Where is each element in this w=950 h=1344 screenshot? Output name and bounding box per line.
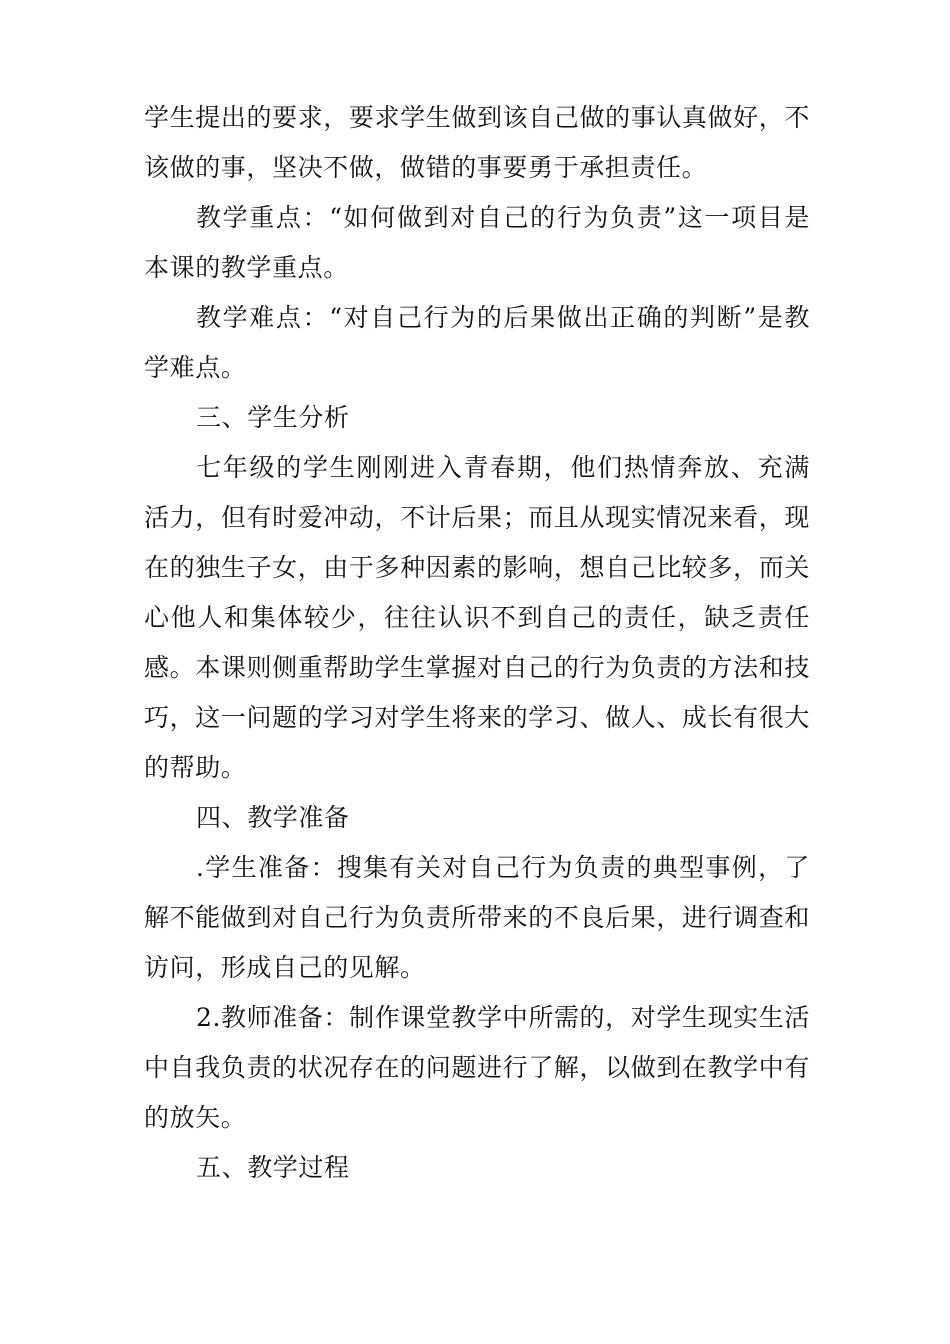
paragraph-teacher-preparation: 2.教师准备：制作课堂教学中所需的，对学生现实生活中自我负责的状况存在的问题进行了解，以做到在教学中有的放矢。 bbox=[144, 1003, 810, 1132]
section-heading-teaching-preparation: 四、教学准备 bbox=[196, 803, 350, 832]
section-heading-teaching-process: 五、教学过程 bbox=[196, 1153, 350, 1182]
paragraph-continuation: 学生提出的要求，要求学生做到该自己做的事认真做好，不该做的事，坚决不做，做错的事要勇于承担责任。 bbox=[144, 103, 810, 182]
paragraph-teaching-focus: 教学重点：“如何做到对自己的行为负责”这一项目是本课的教学重点。 bbox=[144, 203, 810, 282]
paragraph-student-analysis: 七年级的学生刚刚进入青春期，他们热情奔放、充满活力，但有时爱冲动，不计后果；而且从现实情况来看，现在的独生子女，由于多种因素的影响，想自己比较多，而关心他人和集体较少，往往认识不到自己的责任，缺乏责任感。本课则侧重帮助学生掌握对自己的行为负责的方法和技巧，这一问题的学习对学生将来的学习、做人、成长有很大的帮助。 bbox=[144, 453, 810, 782]
document-body bbox=[144, 93, 810, 1193]
section-heading-student-analysis: 三、学生分析 bbox=[196, 403, 350, 432]
paragraph-teaching-difficulty: 教学难点：“对自己行为的后果做出正确的判断”是教学难点。 bbox=[144, 303, 810, 382]
paragraph-student-preparation: .学生准备：搜集有关对自己行为负责的典型事例，了解不能做到对自己行为负责所带来的不良后果，进行调查和访问，形成自己的见解。 bbox=[144, 853, 810, 982]
